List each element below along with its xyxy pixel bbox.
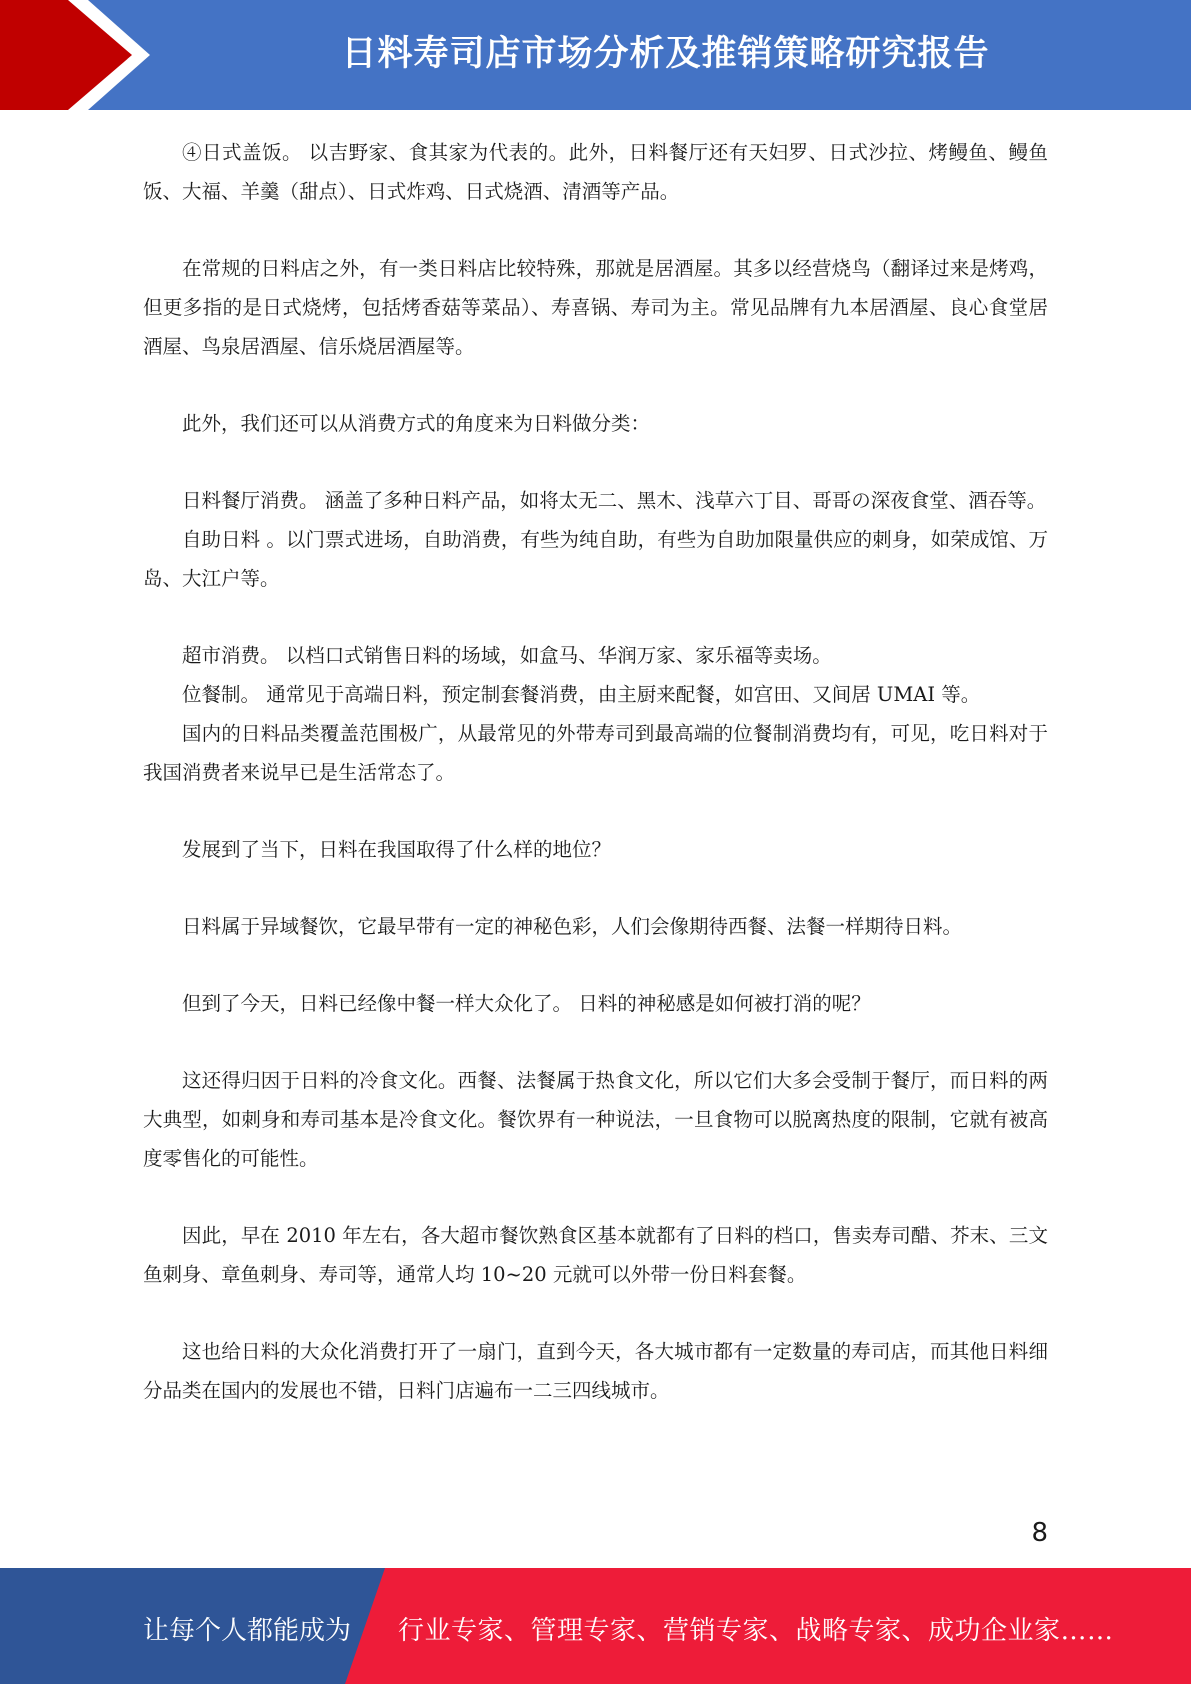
paragraph: 日料餐厅消费。 涵盖了多种日料产品，如将太无二、黑木、浅草六丁目、哥哥の深夜食堂、酒吞等。 xyxy=(182,489,1047,512)
paragraph: 这也给日料的大众化消费打开了一扇门，直到今天，各大城市都有一定数量的寿司店，而其他日料细分品类在国内的发展也不错，日料门店遍布一二三四线城市。 xyxy=(143,1340,1048,1402)
report-title: 日料寿司店市场分析及推销策略研究报告 xyxy=(341,34,990,74)
paragraph: 自助日料 。以门票式进场，自助消费，有些为纯自助，有些为自助加限量供应的刺身，如荣成馆、万岛、大江户等。 xyxy=(143,528,1048,590)
paragraph: 位餐制。 通常见于高端日料，预定制套餐消费，由主厨来配餐，如宫田、又间居 UMAI 等。 xyxy=(182,683,981,706)
paragraph: 因此，早在 2010 年左右，各大超市餐饮熟食区基本就都有了日料的档口，售卖寿司醋、芥末、三文鱼刺身、章鱼刺身、寿司等，通常人均 10~20 元就可以外带一份日料套餐。 xyxy=(143,1224,1048,1286)
paragraph: 但到了今天，日料已经像中餐一样大众化了。 日料的神秘感是如何被打消的呢？ xyxy=(182,992,871,1015)
paragraph: 国内的日料品类覆盖范围极广，从最常见的外带寿司到最高端的位餐制消费均有，可见，吃日料对于我国消费者来说早已是生活常态了。 xyxy=(143,722,1048,784)
footer-slogan-right: 行业专家、管理专家、营销专家、战略专家、成功企业家…… xyxy=(398,1616,1114,1646)
footer-slogan-left: 让每个人都能成为 xyxy=(143,1616,352,1646)
body-text xyxy=(143,133,1048,1410)
paragraph: 这还得归因于日料的冷食文化。西餐、法餐属于热食文化，所以它们大多会受制于餐厅，而日料的两大典型，如刺身和寿司基本是冷食文化。餐饮界有一种说法，一旦食物可以脱离热度的限制，它就有被高度零售化的可能性。 xyxy=(143,1069,1048,1170)
page-number: 8 xyxy=(1031,1518,1048,1548)
paragraph: ④日式盖饭。 以吉野家、食其家为代表的。此外，日料餐厅还有天妇罗、日式沙拉、烤鳗鱼、鳗鱼饭、大福、羊羹（甜点）、日式炸鸡、日式烧酒、清酒等产品。 xyxy=(143,141,1048,203)
paragraph: 发展到了当下，日料在我国取得了什么样的地位？ xyxy=(182,838,612,861)
header-chevron-icon xyxy=(0,0,160,110)
page-header xyxy=(0,0,1191,110)
page-footer xyxy=(0,1568,1191,1684)
paragraph: 在常规的日料店之外，有一类日料店比较特殊，那就是居酒屋。其多以经营烧鸟（翻译过来是烤鸡，但更多指的是日式烧烤，包括烤香菇等菜品）、寿喜锅、寿司为主。常见品牌有九本居酒屋、良心食堂居酒屋、鸟泉居酒屋、信乐烧居酒屋等。 xyxy=(143,257,1048,358)
paragraph: 日料属于异域餐饮，它最早带有一定的神秘色彩，人们会像期待西餐、法餐一样期待日料。 xyxy=(182,915,963,938)
paragraph: 超市消费。 以档口式销售日料的场域，如盒马、华润万家、家乐福等卖场。 xyxy=(182,644,832,667)
paragraph: 此外，我们还可以从消费方式的角度来为日料做分类： xyxy=(182,412,651,435)
